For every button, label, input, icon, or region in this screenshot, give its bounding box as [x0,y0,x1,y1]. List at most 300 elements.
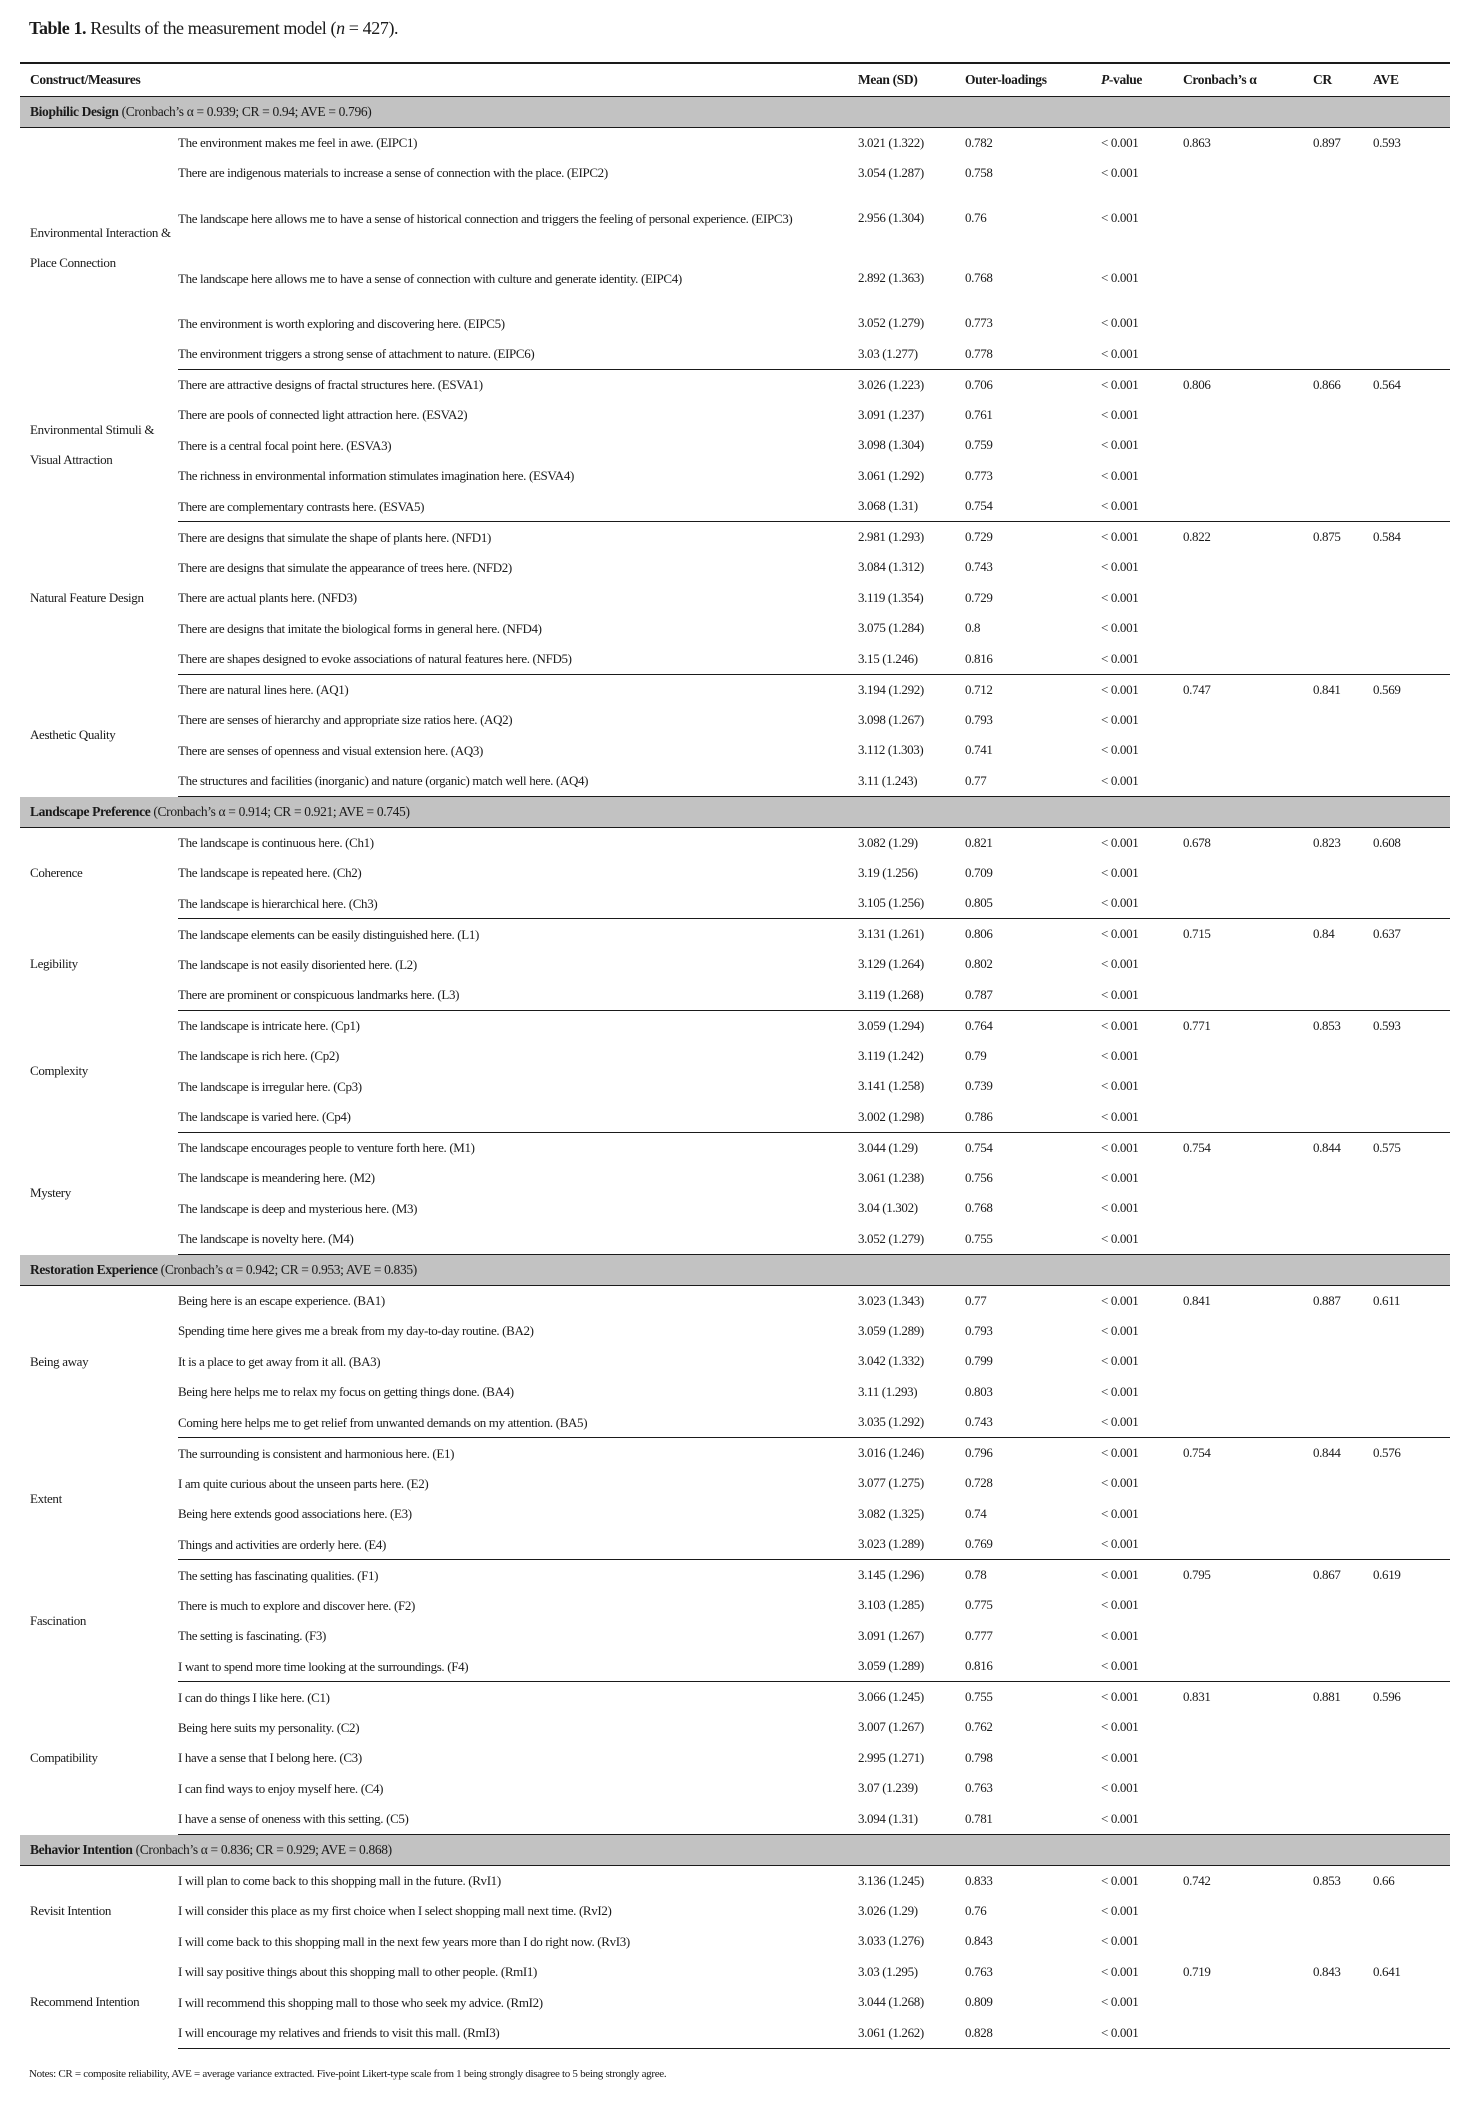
mean-sd-cell: 3.07 (1.239) [858,1780,918,1796]
cr-cell: 0.875 [1313,529,1341,544]
cronbach-alpha-cell: 0.795 [1183,1567,1211,1582]
mean-sd-cell: 3.112 (1.303) [858,742,924,758]
cronbach-alpha-cell: 0.715 [1183,926,1211,941]
table-row [20,766,1450,797]
measure-statement: The landscape is hierarchical here. (Ch3) [178,888,858,919]
cr-cell: 0.887 [1313,1292,1341,1308]
empty-cell [1183,705,1313,736]
empty-cell [1313,613,1373,644]
p-value-cell: < 0.001 [1101,1224,1183,1255]
outer-loading-cell: 0.777 [965,1627,993,1643]
table-row [20,1438,1450,1469]
measure-statement: The landscape is irregular here. (Cp3) [178,1078,362,1094]
outer-loading-cell: 0.793 [965,711,993,727]
outer-loading-cell: 0.763 [965,1780,993,1796]
p-value-cell: < 0.001 [1101,834,1139,850]
table-row [20,1041,1450,1072]
empty-cell [1183,949,1313,980]
p-value-cell: < 0.001 [1101,2018,1183,2049]
outer-loading-cell: 0.755 [965,1689,993,1704]
empty-cell [1183,1041,1313,1072]
outer-loading-cell: 0.806 [965,926,993,941]
table-row [20,1010,1450,1041]
outer-loading-cell: 0.798 [965,1749,993,1765]
outer-loading-cell: 0.709 [965,864,993,880]
outer-loading-cell: 0.756 [965,1169,993,1185]
outer-loading-cell: 0.754 [965,1139,993,1155]
table-row [20,705,1450,736]
p-value-cell: < 0.001 [1101,1780,1139,1796]
p-value-cell: < 0.001 [1101,1200,1139,1216]
empty-cell [1183,1804,1313,1835]
empty-cell [1183,1224,1313,1255]
p-value-cell: < 0.001 [1101,1529,1183,1560]
empty-cell [1183,980,1313,1011]
empty-cell [1373,1377,1450,1408]
mean-sd-cell: 3.11 (1.243) [858,766,965,797]
outer-loading-cell: 0.739 [965,1078,993,1094]
p-value-cell: < 0.001 [1101,1627,1139,1643]
p-value-cell: < 0.001 [1101,1445,1139,1460]
outer-loading-cell: 0.786 [965,1102,1101,1133]
mean-sd-cell: 3.119 (1.242) [858,1047,924,1063]
empty-cell [1313,1316,1373,1347]
mean-sd-cell: 3.061 (1.262) [858,2018,965,2049]
mean-sd-cell: 3.15 (1.246) [858,644,965,675]
section-header [20,96,1450,127]
empty-cell [1313,1193,1373,1224]
p-value-cell: < 0.001 [1101,644,1183,675]
mean-sd-cell: 3.068 (1.31) [858,491,965,522]
p-value-cell: < 0.001 [1101,1102,1183,1133]
empty-cell [1183,1499,1313,1530]
p-value-cell: < 0.001 [1101,1353,1139,1369]
table-row [20,552,1450,583]
table-row [20,1896,1450,1927]
outer-loading-cell: 0.769 [965,1529,1101,1560]
empty-cell [1313,1804,1373,1835]
measure-statement: Being here helps me to relax my focus on getting things done. (BA4) [178,1384,514,1400]
empty-cell [1183,461,1313,492]
table-row [20,522,1450,553]
table-row [20,1346,1450,1377]
empty-cell [1313,1712,1373,1743]
empty-cell [1313,339,1373,370]
measure-statement: The richness in environmental information stimulates imagination here. (ESVA4) [178,468,574,484]
measure-statement: The surrounding is consistent and harmonious here. (E1) [178,1445,455,1461]
outer-loading-cell: 0.758 [965,164,993,180]
empty-cell [1183,552,1313,583]
cronbach-alpha-cell: 0.678 [1183,834,1211,850]
empty-cell [1313,1773,1373,1804]
table-row [20,339,1450,370]
measure-statement: The landscape here allows me to have a sense of historical connection and triggers the feeling of personal experience. (EIPC3) [178,210,793,226]
mean-sd-cell: 3.059 (1.294) [858,1017,924,1033]
p-value-cell: < 0.001 [1101,956,1139,972]
empty-cell [1313,1377,1373,1408]
empty-cell [1183,1743,1313,1774]
mean-sd-cell: 2.892 (1.363) [858,270,924,285]
column-header-construct: Construct/Measures [20,63,858,96]
p-value-cell: < 0.001 [1101,270,1139,285]
empty-cell [1373,1804,1450,1835]
mean-sd-cell: 3.082 (1.29) [858,834,918,850]
measure-statement: There are actual plants here. (NFD3) [178,590,357,606]
empty-cell [1373,613,1450,644]
ave-cell: 0.611 [1373,1292,1401,1308]
measure-statement: The landscape is not easily disoriented here. (L2) [178,956,417,972]
p-value-cell: < 0.001 [1101,742,1139,758]
outer-loading-cell: 0.76 [965,210,987,225]
empty-cell [1373,430,1450,461]
outer-loading-cell: 0.755 [965,1224,1101,1255]
ave-cell: 0.584 [1373,529,1401,544]
mean-sd-cell: 3.033 (1.276) [858,1933,924,1949]
empty-cell [1183,1651,1313,1682]
empty-cell [1313,735,1373,766]
table-row [20,1590,1450,1621]
section-title: Restoration Experience [30,1261,158,1277]
column-header-cr: CR [1313,63,1373,96]
outer-loading-cell: 0.809 [965,1994,993,2010]
measure-statement: Spending time here gives me a break from my day-to-day routine. (BA2) [178,1323,534,1339]
empty-cell [1313,1071,1373,1102]
measure-statement: There are indigenous materials to increase a sense of connection with the place. (EIPC2) [178,165,608,181]
measure-statement: There are shapes designed to evoke associations of natural features here. (NFD5) [178,644,858,675]
empty-cell [1183,400,1313,431]
p-value-cell: < 0.001 [1101,1597,1139,1613]
empty-cell [1373,2018,1450,2049]
mean-sd-cell: 3.04 (1.302) [858,1200,918,1216]
empty-cell [1313,1529,1373,1560]
measure-statement: The landscape here allows me to have a sense of connection with culture and generate identity. (EIPC4) [178,270,682,286]
table-row [20,158,1450,189]
table-row [20,308,1450,339]
mean-sd-cell: 3.091 (1.267) [858,1627,924,1643]
outer-loading-cell: 0.706 [965,376,993,392]
cronbach-alpha-cell: 0.754 [1183,1445,1211,1460]
p-value-cell: < 0.001 [1101,1017,1139,1033]
p-value-cell: < 0.001 [1101,134,1139,150]
p-value-cell: < 0.001 [1101,1651,1183,1682]
outer-loading-cell: 0.729 [965,589,993,605]
empty-cell [1373,1712,1450,1743]
empty-cell [1183,1346,1313,1377]
mean-sd-cell: 3.098 (1.267) [858,711,924,727]
section-stats: (Cronbach’s α = 0.836; CR = 0.929; AVE = 0.868) [132,1841,392,1857]
measurement-model-table [20,62,1450,2049]
section-title: Behavior Intention [30,1841,133,1857]
empty-cell [1183,248,1313,308]
construct-name: Legibility [30,956,78,972]
p-value-cell: < 0.001 [1101,210,1139,225]
empty-cell [1313,1346,1373,1377]
empty-cell [1183,766,1313,797]
p-value-cell: < 0.001 [1101,315,1139,331]
empty-cell [1183,1102,1313,1133]
empty-cell [1183,1896,1313,1927]
p-value-cell: < 0.001 [1101,339,1183,370]
outer-loading-cell: 0.775 [965,1597,993,1613]
table-row [20,1102,1450,1133]
empty-cell [1373,1773,1450,1804]
table-row [20,583,1450,614]
mean-sd-cell: 3.044 (1.29) [858,1139,918,1155]
header-row [20,63,1450,96]
empty-cell [1183,1621,1313,1652]
mean-sd-cell: 3.194 (1.292) [858,681,924,697]
outer-loading-cell: 0.79 [965,1047,987,1063]
table-row [20,248,1450,308]
construct-name: Coherence [30,865,83,880]
empty-cell [1313,1041,1373,1072]
table-row [20,1163,1450,1194]
outer-loading-cell: 0.728 [965,1475,993,1491]
table-label: Table 1. [29,18,87,38]
outer-loading-cell: 0.833 [965,1872,993,1888]
mean-sd-cell: 3.136 (1.245) [858,1872,924,1888]
measure-statement: Things and activities are orderly here. (E4) [178,1529,858,1560]
empty-cell [1373,1926,1450,1957]
p-symbol: P [1101,71,1109,87]
outer-loading-cell: 0.764 [965,1017,993,1033]
empty-cell [1373,1407,1450,1438]
empty-cell [1313,705,1373,736]
outer-loading-cell: 0.828 [965,2018,1101,2049]
table-row [20,1560,1450,1591]
measure-statement: There are senses of hierarchy and appropriate size ratios here. (AQ2) [178,712,513,728]
construct-name: Compatibility [30,1749,98,1765]
table-row [20,1651,1450,1682]
measure-statement: There are natural lines here. (AQ1) [178,682,349,697]
p-value-cell: < 0.001 [1101,1749,1139,1765]
measure-statement: I will say positive things about this shopping mall to other people. (RmI1) [178,1964,538,1980]
p-value-cell: < 0.001 [1101,1804,1183,1835]
p-value-cell: < 0.001 [1101,1475,1139,1491]
outer-loading-cell: 0.802 [965,956,993,972]
measure-statement: The landscape is repeated here. (Ch2) [178,865,362,881]
mean-sd-cell: 3.059 (1.289) [858,1651,965,1682]
measure-statement: There are designs that simulate the shape of plants here. (NFD1) [178,529,491,545]
p-value-cell: < 0.001 [1101,164,1139,180]
measure-statement: There are designs that imitate the biological forms in general here. (NFD4) [178,620,542,636]
table-row [20,827,1450,858]
measure-statement: The landscape is meandering here. (M2) [178,1170,375,1186]
measure-statement: I will come back to this shopping mall in the next few years more than I do right now. (RvI3) [178,1933,630,1949]
outer-loading-cell: 0.799 [965,1353,993,1369]
mean-sd-cell: 3.035 (1.292) [858,1407,965,1438]
cronbach-alpha-cell: 0.771 [1183,1017,1211,1033]
mean-sd-cell: 2.956 (1.304) [858,210,924,225]
measure-statement: The structures and facilities (inorganic) and nature (organic) match well here. (AQ4) [178,766,858,797]
measure-statement: Being here is an escape experience. (BA1) [178,1293,385,1308]
p-value-cell: < 0.001 [1101,711,1139,727]
measure-statement: The landscape elements can be easily distinguished here. (L1) [178,926,480,942]
cronbach-alpha-cell: 0.747 [1183,681,1211,697]
p-value-suffix: -value [1108,71,1143,87]
mean-sd-cell: 3.094 (1.31) [858,1804,965,1835]
ave-cell: 0.596 [1373,1689,1401,1704]
cr-cell: 0.881 [1313,1689,1341,1704]
construct-name: Mystery [30,1185,71,1200]
construct-name: Being away [30,1353,89,1369]
mean-sd-cell: 3.061 (1.292) [858,467,924,483]
outer-loading-cell: 0.821 [965,834,993,850]
outer-loading-cell: 0.741 [965,742,993,758]
mean-sd-cell: 3.054 (1.287) [858,164,924,180]
construct-name: Environmental Interaction & Place Connection [30,225,171,271]
table-row [20,1316,1450,1347]
empty-cell [1183,644,1313,675]
measure-statement: There are complementary contrasts here. (ESVA5) [178,491,858,522]
outer-loading-cell: 0.729 [965,529,993,544]
mean-sd-cell: 3.03 (1.277) [858,339,965,370]
p-value-cell: < 0.001 [1101,406,1139,422]
cr-cell: 0.84 [1313,926,1335,941]
outer-loading-cell: 0.74 [965,1505,987,1521]
mean-sd-cell: 3.091 (1.237) [858,406,924,422]
measure-statement: The environment triggers a strong sense of attachment to nature. (EIPC6) [178,339,858,370]
empty-cell [1373,461,1450,492]
empty-cell [1313,583,1373,614]
mean-sd-cell: 3.052 (1.279) [858,1224,965,1255]
cr-cell: 0.866 [1313,376,1341,392]
empty-cell [1183,188,1313,248]
mean-sd-cell: 3.042 (1.332) [858,1353,924,1369]
cronbach-alpha-cell: 0.742 [1183,1872,1211,1888]
empty-cell [1183,888,1313,919]
measure-statement: Coming here helps me to get relief from unwanted demands on my attention. (BA5) [178,1407,858,1438]
table-row [20,1285,1450,1316]
empty-cell [1313,858,1373,889]
p-value-cell: < 0.001 [1101,1078,1139,1094]
empty-cell [1183,858,1313,889]
table-row [20,1804,1450,1835]
table-row [20,1621,1450,1652]
mean-sd-cell: 3.082 (1.325) [858,1505,924,1521]
table-row [20,1193,1450,1224]
measure-statement: There are pools of connected light attraction here. (ESVA2) [178,407,468,423]
section-header [20,1834,1450,1865]
empty-cell [1313,1407,1373,1438]
empty-cell [1373,1499,1450,1530]
empty-cell [1373,1529,1450,1560]
cronbach-alpha-cell: 0.863 [1183,134,1211,150]
section-header [20,1254,1450,1285]
empty-cell [1183,1071,1313,1102]
empty-cell [1313,491,1373,522]
table-row [20,188,1450,248]
empty-cell [1373,188,1450,248]
mean-sd-cell: 3.021 (1.322) [858,134,924,150]
p-value-cell: < 0.001 [1101,1047,1139,1063]
cronbach-alpha-cell: 0.841 [1183,1292,1211,1308]
column-header-p-value [1101,63,1183,96]
column-header-mean: Mean (SD) [858,63,965,96]
measure-statement: The landscape is intricate here. (Cp1) [178,1018,360,1033]
table-row [20,949,1450,980]
empty-cell [1373,1163,1450,1194]
mean-sd-cell: 3.052 (1.279) [858,315,924,331]
construct-name: Extent [30,1490,62,1506]
empty-cell [1313,1163,1373,1194]
empty-cell [1313,949,1373,980]
measure-statement: Being here suits my personality. (C2) [178,1719,360,1735]
section-header-row [20,1254,1450,1285]
column-header-cronbach-alpha: Cronbach’s α [1183,63,1313,96]
empty-cell [1313,1590,1373,1621]
outer-loading-cell: 0.759 [965,437,993,453]
ave-cell: 0.637 [1373,926,1401,941]
table-row [20,127,1450,158]
outer-loading-cell: 0.773 [965,315,993,331]
ave-cell: 0.641 [1373,1963,1401,1979]
empty-cell [1373,1987,1450,2018]
empty-cell [1373,248,1450,308]
measure-statement: I will recommend this shopping mall to those who seek my advice. (RmI2) [178,1994,543,2010]
p-value-cell: < 0.001 [1101,1407,1183,1438]
empty-cell [1373,705,1450,736]
p-value-cell: < 0.001 [1101,437,1139,453]
outer-loading-cell: 0.761 [965,406,993,422]
outer-loading-cell: 0.77 [965,766,1101,797]
p-value-cell: < 0.001 [1101,1292,1139,1308]
empty-cell [1313,766,1373,797]
mean-sd-cell: 3.119 (1.268) [858,980,965,1011]
p-value-cell: < 0.001 [1101,1505,1139,1521]
table-row [20,2018,1450,2049]
empty-cell [1313,158,1373,189]
ave-cell: 0.619 [1373,1567,1401,1582]
caption-text: Results of the measurement model ( [86,18,337,38]
empty-cell [1183,1193,1313,1224]
empty-cell [1373,949,1450,980]
empty-cell [1313,1102,1373,1133]
empty-cell [1183,1468,1313,1499]
mean-sd-cell: 3.059 (1.289) [858,1322,924,1338]
measure-statement: The landscape is continuous here. (Ch1) [178,835,374,850]
p-value-cell: < 0.001 [1101,1567,1139,1582]
empty-cell [1183,1987,1313,2018]
table-row [20,369,1450,400]
empty-cell [1183,1377,1313,1408]
p-value-cell: < 0.001 [1101,980,1183,1011]
outer-loading-cell: 0.743 [965,1407,1101,1438]
measure-statement: There are prominent or conspicuous landmarks here. (L3) [178,980,858,1011]
ave-cell: 0.66 [1373,1872,1395,1888]
section-title: Landscape Preference [30,803,151,819]
table-row [20,1224,1450,1255]
mean-sd-cell: 3.084 (1.312) [858,559,924,575]
table-row [20,674,1450,705]
p-value-cell: < 0.001 [1101,491,1183,522]
table-row [20,1499,1450,1530]
empty-cell [1183,1590,1313,1621]
ave-cell: 0.593 [1373,1017,1401,1033]
outer-loading-cell: 0.768 [965,270,993,285]
section-header-row [20,1834,1450,1865]
mean-sd-cell: 3.023 (1.289) [858,1529,965,1560]
mean-sd-cell: 2.995 (1.271) [858,1749,924,1765]
empty-cell [1373,1621,1450,1652]
empty-cell [1373,888,1450,919]
mean-sd-cell: 3.077 (1.275) [858,1475,924,1491]
table-row [20,1773,1450,1804]
mean-sd-cell: 3.023 (1.343) [858,1292,924,1308]
empty-cell [1313,980,1373,1011]
empty-cell [1183,1529,1313,1560]
mean-sd-cell: 3.131 (1.261) [858,926,924,941]
